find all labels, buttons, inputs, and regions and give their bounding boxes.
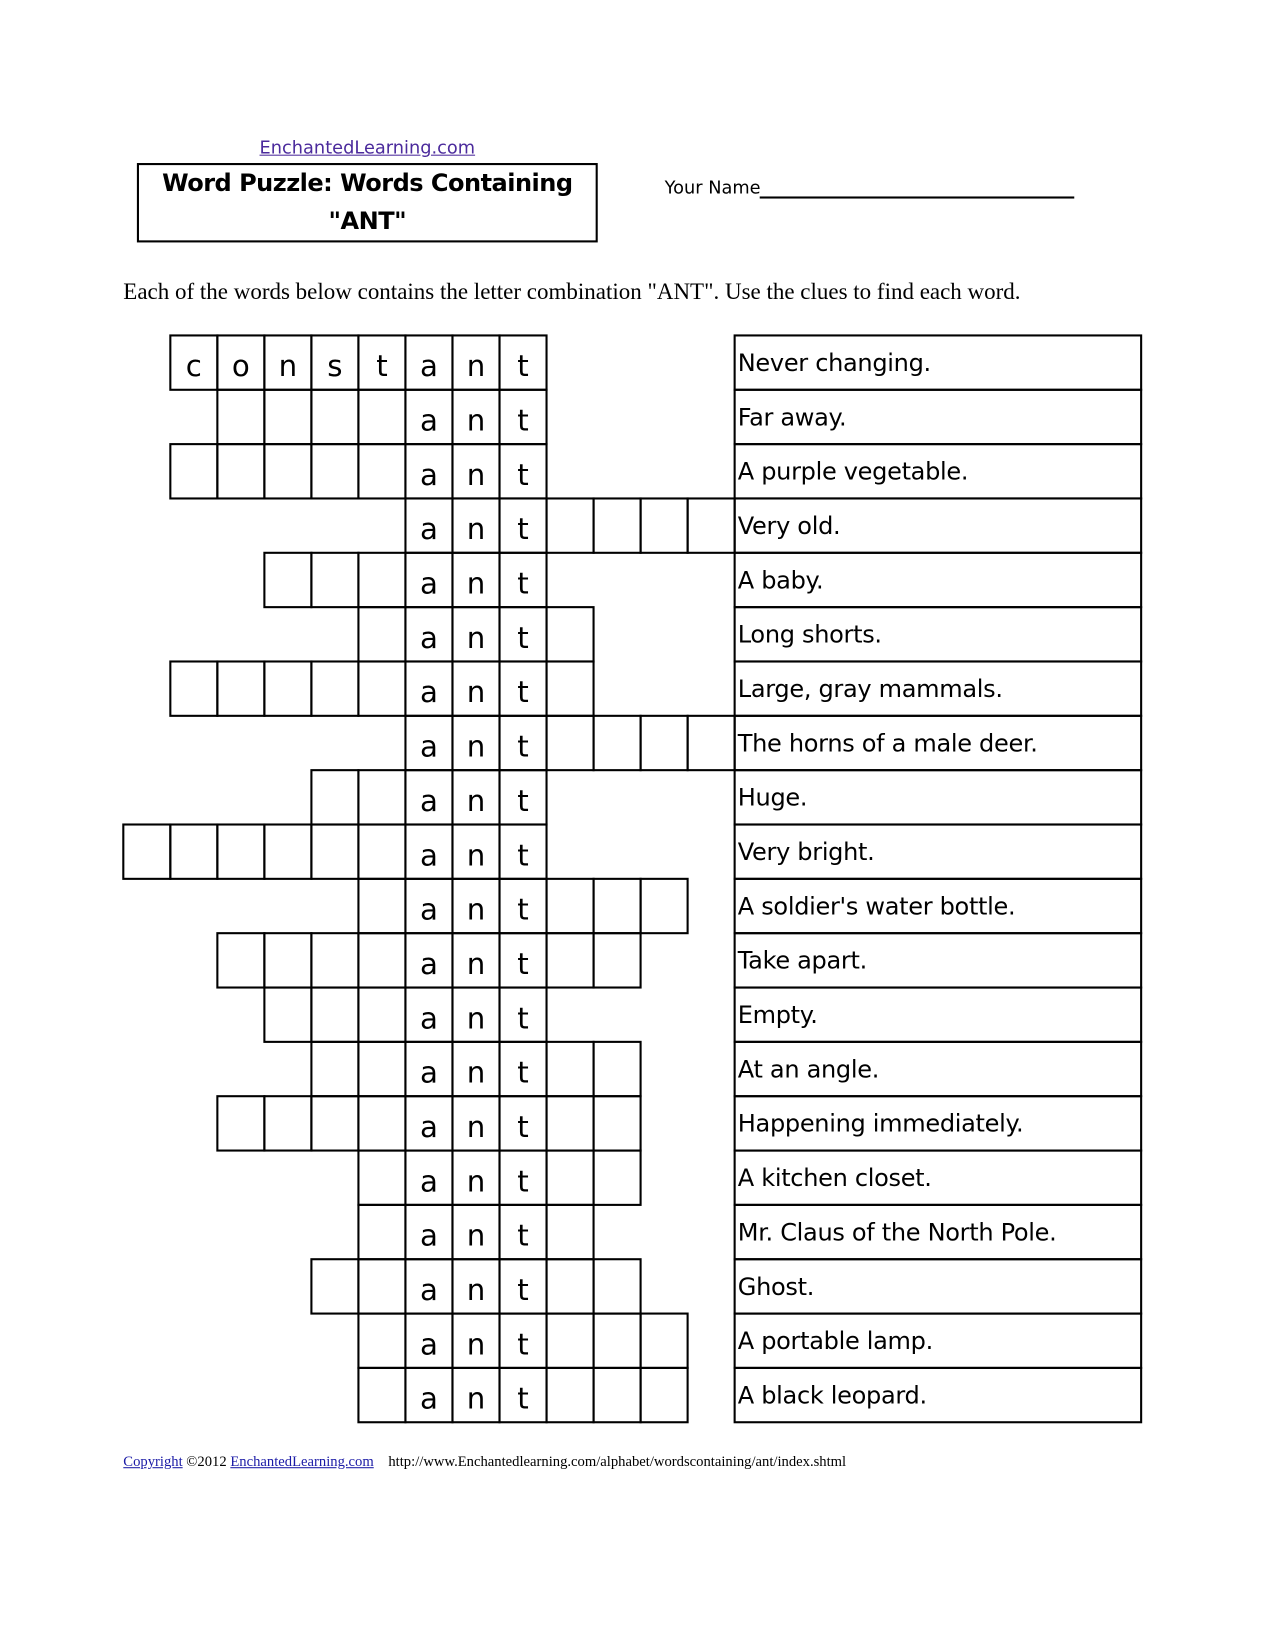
letter-cell: t (498, 932, 547, 988)
letter-cell: s (310, 334, 359, 390)
letter-cell: n (451, 443, 500, 499)
blank-cell[interactable] (545, 1367, 594, 1423)
blank-cell[interactable] (310, 552, 359, 608)
clue-cell: Ghost. (734, 1258, 1143, 1314)
blank-cell[interactable] (640, 497, 689, 553)
blank-cell[interactable] (545, 1095, 594, 1151)
letter-cell: t (498, 606, 547, 662)
letter-cell: t (498, 1258, 547, 1314)
letter-cell: a (404, 1313, 453, 1369)
blank-cell[interactable] (593, 497, 642, 553)
letter-cell: n (263, 334, 312, 390)
letter-cell: a (404, 497, 453, 553)
letter-cell: t (498, 1041, 547, 1097)
blank-cell[interactable] (310, 1258, 359, 1314)
letter-cell: n (451, 1367, 500, 1423)
clue-cell: Very old. (734, 497, 1143, 553)
blank-cell[interactable] (357, 1258, 406, 1314)
blank-cell[interactable] (357, 823, 406, 879)
title-line-2: "ANT" (328, 207, 407, 236)
blank-cell[interactable] (216, 660, 265, 716)
blank-cell[interactable] (357, 1367, 406, 1423)
letter-cell: a (404, 1258, 453, 1314)
title-box (137, 163, 598, 242)
letter-cell: a (404, 715, 453, 771)
clue-cell: At an angle. (734, 1041, 1143, 1097)
blank-cell[interactable] (593, 932, 642, 988)
blank-cell[interactable] (545, 1313, 594, 1369)
blank-cell[interactable] (593, 715, 642, 771)
blank-cell[interactable] (216, 1095, 265, 1151)
blank-cell[interactable] (357, 606, 406, 662)
blank-cell[interactable] (640, 1313, 689, 1369)
blank-cell[interactable] (310, 769, 359, 825)
blank-cell[interactable] (640, 715, 689, 771)
letter-cell: a (404, 1367, 453, 1423)
letter-cell: t (498, 389, 547, 445)
clue-cell: Mr. Claus of the North Pole. (734, 1204, 1143, 1260)
blank-cell[interactable] (263, 443, 312, 499)
blank-cell[interactable] (593, 1150, 642, 1206)
blank-cell[interactable] (357, 932, 406, 988)
letter-cell: n (451, 1258, 500, 1314)
clue-cell: Take apart. (734, 932, 1143, 988)
clue-cell: Far away. (734, 389, 1143, 445)
blank-cell[interactable] (593, 1367, 642, 1423)
letter-cell: a (404, 443, 453, 499)
clue-cell: The horns of a male deer. (734, 715, 1143, 771)
clue-cell: Very bright. (734, 823, 1143, 879)
letter-cell: t (498, 552, 547, 608)
blank-cell[interactable] (545, 1150, 594, 1206)
letter-cell: t (498, 497, 547, 553)
letter-cell: a (404, 1150, 453, 1206)
letter-cell: n (451, 715, 500, 771)
letter-cell: t (498, 1367, 547, 1423)
blank-cell[interactable] (169, 660, 218, 716)
blank-cell[interactable] (593, 1258, 642, 1314)
blank-cell[interactable] (216, 932, 265, 988)
blank-cell[interactable] (310, 660, 359, 716)
blank-cell[interactable] (310, 443, 359, 499)
blank-cell[interactable] (545, 1204, 594, 1260)
blank-cell[interactable] (687, 497, 736, 553)
blank-cell[interactable] (122, 823, 171, 879)
letter-cell: t (498, 1150, 547, 1206)
blank-cell[interactable] (357, 1041, 406, 1097)
letter-cell: t (498, 823, 547, 879)
letter-cell: n (451, 1041, 500, 1097)
blank-cell[interactable] (545, 1258, 594, 1314)
blank-cell[interactable] (357, 878, 406, 934)
letter-cell: n (451, 660, 500, 716)
letter-cell: a (404, 334, 453, 390)
blank-cell[interactable] (310, 932, 359, 988)
blank-cell[interactable] (593, 878, 642, 934)
blank-cell[interactable] (310, 823, 359, 879)
letter-cell: n (451, 1150, 500, 1206)
blank-cell[interactable] (263, 932, 312, 988)
copyright-year: ©2012 (186, 1454, 227, 1471)
title-line-1: Word Puzzle: Words Containing (162, 170, 573, 198)
blank-cell[interactable] (216, 389, 265, 445)
letter-cell: a (404, 878, 453, 934)
name-line[interactable] (760, 196, 1075, 198)
letter-cell: a (404, 823, 453, 879)
blank-cell[interactable] (593, 1313, 642, 1369)
blank-cell[interactable] (216, 443, 265, 499)
name-label: Your Name (664, 177, 761, 199)
blank-cell[interactable] (593, 1041, 642, 1097)
site-link[interactable]: EnchantedLearning.com (259, 137, 476, 159)
letter-cell: a (404, 552, 453, 608)
letter-cell: t (498, 443, 547, 499)
letter-cell: t (498, 1313, 547, 1369)
blank-cell[interactable] (640, 878, 689, 934)
blank-cell[interactable] (263, 823, 312, 879)
blank-cell[interactable] (545, 660, 594, 716)
blank-cell[interactable] (545, 497, 594, 553)
footer (123, 1455, 846, 1472)
letter-cell: t (498, 334, 547, 390)
letter-cell: a (404, 1204, 453, 1260)
letter-cell: n (451, 606, 500, 662)
blank-cell[interactable] (545, 606, 594, 662)
letter-cell: n (451, 497, 500, 553)
letter-cell: a (404, 986, 453, 1042)
clue-cell: A kitchen closet. (734, 1150, 1143, 1206)
letter-cell: t (498, 986, 547, 1042)
letter-cell: a (404, 932, 453, 988)
blank-cell[interactable] (357, 552, 406, 608)
letter-cell: t (498, 1204, 547, 1260)
letter-cell: n (451, 932, 500, 988)
letter-cell: t (498, 878, 547, 934)
clue-cell: Happening immediately. (734, 1095, 1143, 1151)
blank-cell[interactable] (169, 823, 218, 879)
blank-cell[interactable] (687, 715, 736, 771)
letter-cell: n (451, 552, 500, 608)
letter-cell: n (451, 1095, 500, 1151)
blank-cell[interactable] (357, 769, 406, 825)
blank-cell[interactable] (310, 389, 359, 445)
blank-cell[interactable] (263, 552, 312, 608)
letter-cell: c (169, 334, 218, 390)
blank-cell[interactable] (357, 389, 406, 445)
page-url: http://www.Enchantedlearning.com/alphabet/wordscontaining/ant/index.shtml (388, 1454, 847, 1471)
letter-cell: n (451, 389, 500, 445)
blank-cell[interactable] (169, 443, 218, 499)
blank-cell[interactable] (263, 986, 312, 1042)
letter-cell: a (404, 389, 453, 445)
letter-cell: n (451, 769, 500, 825)
clue-cell: A baby. (734, 552, 1143, 608)
clue-cell: Empty. (734, 986, 1143, 1042)
blank-cell[interactable] (357, 1313, 406, 1369)
blank-cell[interactable] (357, 1204, 406, 1260)
blank-cell[interactable] (640, 1367, 689, 1423)
letter-cell: a (404, 606, 453, 662)
blank-cell[interactable] (263, 660, 312, 716)
clue-cell: Large, gray mammals. (734, 660, 1143, 716)
clue-cell: Never changing. (734, 334, 1143, 390)
letter-cell: n (451, 1313, 500, 1369)
letter-cell: n (451, 986, 500, 1042)
blank-cell[interactable] (263, 389, 312, 445)
blank-cell[interactable] (310, 1041, 359, 1097)
blank-cell[interactable] (545, 878, 594, 934)
letter-cell: n (451, 878, 500, 934)
footer-site-link[interactable]: EnchantedLearning.com (230, 1454, 374, 1471)
blank-cell[interactable] (357, 1150, 406, 1206)
blank-cell[interactable] (357, 660, 406, 716)
blank-cell[interactable] (357, 986, 406, 1042)
letter-cell: t (498, 1095, 547, 1151)
letter-cell: n (451, 334, 500, 390)
blank-cell[interactable] (545, 715, 594, 771)
blank-cell[interactable] (545, 932, 594, 988)
copyright-link[interactable]: Copyright (123, 1454, 183, 1471)
blank-cell[interactable] (357, 443, 406, 499)
letter-cell: a (404, 769, 453, 825)
clue-cell: Huge. (734, 769, 1143, 825)
letter-cell: t (357, 334, 406, 390)
clue-cell: A portable lamp. (734, 1313, 1143, 1369)
letter-cell: a (404, 660, 453, 716)
letter-cell: a (404, 1041, 453, 1097)
blank-cell[interactable] (216, 823, 265, 879)
blank-cell[interactable] (263, 1095, 312, 1151)
letter-cell: n (451, 1204, 500, 1260)
blank-cell[interactable] (593, 1095, 642, 1151)
blank-cell[interactable] (357, 1095, 406, 1151)
letter-cell: t (498, 660, 547, 716)
letter-cell: t (498, 769, 547, 825)
clue-cell: A purple vegetable. (734, 443, 1143, 499)
blank-cell[interactable] (310, 1095, 359, 1151)
blank-cell[interactable] (310, 986, 359, 1042)
clue-cell: A soldier's water bottle. (734, 878, 1143, 934)
letter-cell: t (498, 715, 547, 771)
clue-cell: A black leopard. (734, 1367, 1143, 1423)
letter-cell: o (216, 334, 265, 390)
letter-cell: n (451, 823, 500, 879)
instructions: Each of the words below contains the letter combination "ANT". Use the clues to find each word. (123, 277, 1021, 305)
clue-cell: Long shorts. (734, 606, 1143, 662)
letter-cell: a (404, 1095, 453, 1151)
blank-cell[interactable] (545, 1041, 594, 1097)
